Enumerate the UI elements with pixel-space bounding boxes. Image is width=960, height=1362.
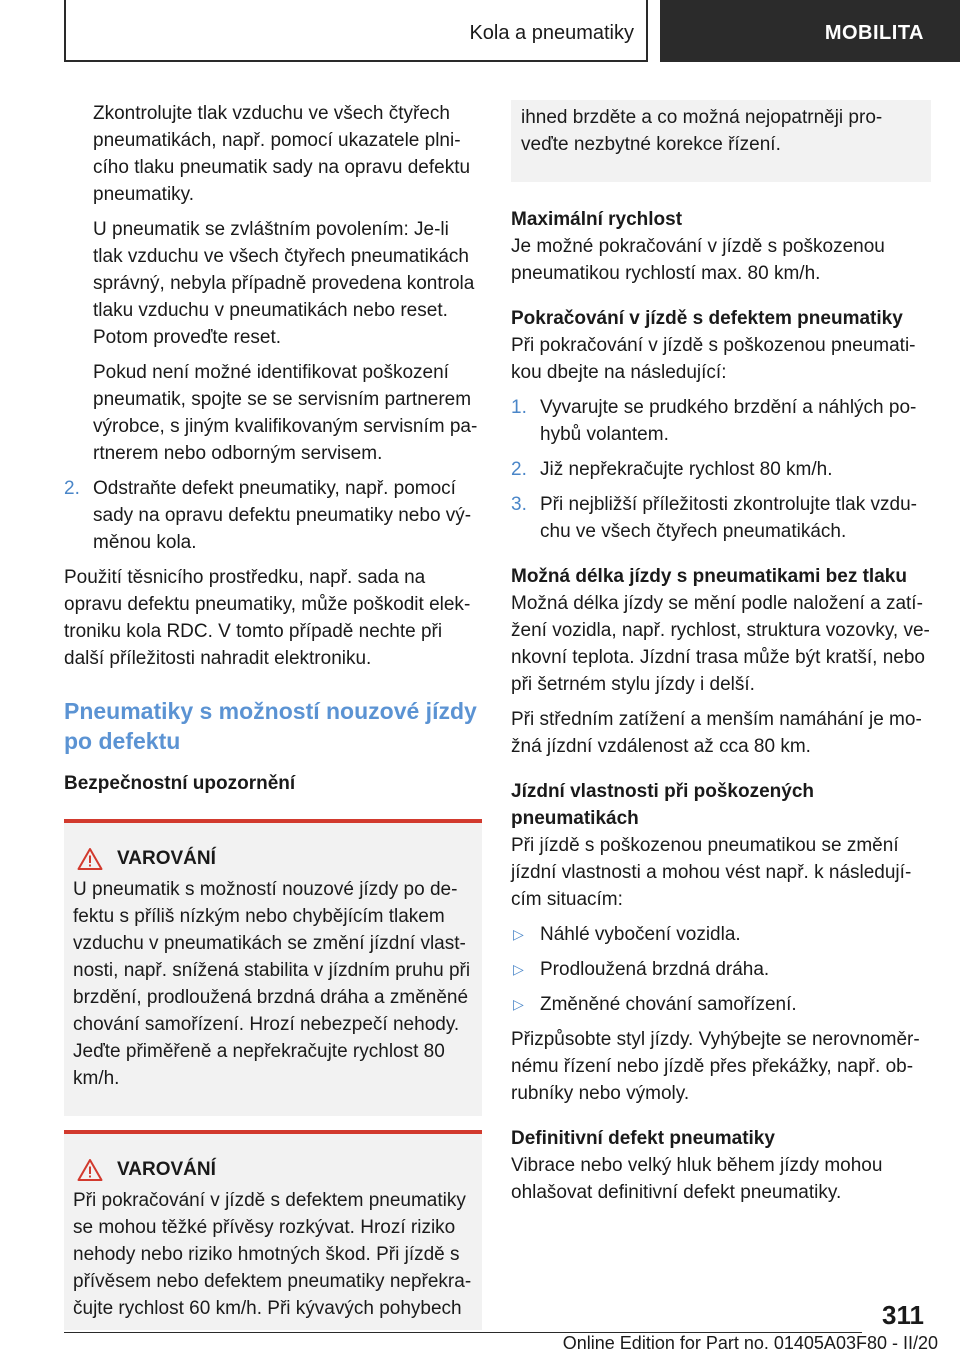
paragraph: Pokud není možné identifikovat poškození pneumatik, spojte se se servisním partnerem výrobce, s jiným kvalifikovaným servisním partnerem nebo odborným servisem. — [93, 362, 478, 464]
numbered-step — [511, 394, 931, 448]
numbered-step — [64, 475, 482, 556]
section-heading: Pneumatiky s možností nouzové jízdy po defektu — [64, 698, 477, 754]
paragraph: Zkontrolujte tlak vzduchu ve všech čtyřech pneumatikách, např. pomocí ukazatele plnicího tlaku pneumatik sady na opravu defektu pneumatiky. — [93, 103, 471, 205]
right-column — [511, 100, 931, 1206]
warning-title-row — [73, 845, 472, 872]
bullet-item — [511, 956, 931, 983]
step-text: Při nejbližší příležitosti zkontrolujte tlak vzduchu ve všech čtyřech pneumatikách. — [540, 494, 917, 542]
subheading: Jízdní vlastnosti při poškozených pneumatikách — [511, 781, 815, 829]
step-number: 3. — [511, 494, 527, 515]
subheading: Možná délka jízdy s pneumatikami bez tlaku — [511, 566, 907, 587]
paragraph: U pneumatik se zvláštním povolením: Je-li tlak vzduchu ve všech čtyřech pneumatikách správný, nebyla případně provedena kontrola tlaku vzduchu v pneumatikách nebo reset. Potom proveďte reset. — [93, 219, 475, 348]
step-number: 2. — [64, 478, 80, 499]
warning-triangle-icon — [77, 847, 103, 871]
paragraph: Při jízdě s poškozenou pneumatikou se změní jízdní vlastnosti a mohou vést např. k následujícím situacím: — [511, 835, 912, 910]
warning-title: VAROVÁNÍ — [117, 848, 216, 869]
page-number: 311 — [882, 1300, 924, 1330]
header-chapter-tab: MOBILITA — [660, 0, 960, 62]
warning-title-row — [73, 1156, 472, 1183]
bullet-text: Změněné chování samořízení. — [540, 994, 797, 1015]
header-frame — [64, 0, 648, 62]
warning-triangle-icon — [77, 1158, 103, 1182]
warning-title: VAROVÁNÍ — [117, 1159, 216, 1180]
paragraph: Při středním zatížení a menším namáhání je možná jízdní vzdálenost až cca 80 km. — [511, 709, 922, 757]
bullet-item — [511, 921, 931, 948]
paragraph: Možná délka jízdy se mění podle naložení a zatížení vozidla, např. rychlost, struktura vozovky, venkovní teplota. Jízdní trasa může být kratší, nebo při šetrném stylu jízdy i delší. — [511, 593, 930, 695]
paragraph: Při pokračování v jízdě s poškozenou pneumatikou dbejte na následující: — [511, 335, 916, 383]
paragraph: Vibrace nebo velký hluk během jízdy mohou ohlašovat definitivní defekt pneumatiky. — [511, 1155, 883, 1203]
warning-text: ihned brzděte a co možná nejopatrněji proveďte nezbytné korekce řízení. — [521, 107, 883, 155]
bullet-item — [511, 991, 931, 1018]
left-column — [64, 100, 482, 1330]
step-text: Odstraňte defekt pneumatiky, např. pomocí sady na opravu defektu pneumatiky nebo výměnou kola. — [93, 478, 472, 553]
bullet-triangle-icon: ▷ — [513, 926, 524, 942]
subheading: Maximální rychlost — [511, 209, 683, 230]
step-number: 1. — [511, 397, 527, 418]
bullet-text: Prodloužená brzdná dráha. — [540, 959, 770, 980]
step-number: 2. — [511, 459, 527, 480]
subheading: Definitivní defekt pneumatiky — [511, 1128, 775, 1149]
bullet-text: Náhlé vybočení vozidla. — [540, 924, 741, 945]
step-text: Již nepřekračujte rychlost 80 km/h. — [540, 459, 833, 480]
header-section-title: Kola a pneumatiky — [469, 22, 634, 44]
paragraph: Přizpůsobte styl jízdy. Vyhýbejte se nerovnoměrnému řízení nebo jízdě přes překážky, např. obrubníky nebo výmoly. — [511, 1029, 920, 1104]
warning-text: Při pokračování v jízdě s defektem pneumatiky se mohou těžké přívěsy rozkývat. Hrozí riziko nehody nebo riziko hmotných škod. Při jízdě s přívěsem nebo defektem pneumatiky nepřekračujte rychlost 60 km/h. Při kývavých pohybech — [73, 1190, 472, 1319]
step-text: Vyvarujte se prudkého brzdění a náhlých pohybů volantem. — [540, 397, 917, 445]
subheading: Bezpečnostní upozornění — [64, 773, 296, 794]
numbered-step — [511, 456, 931, 483]
footer-edition-text: Online Edition for Part no. 01405A03F80 - II/20 — [562, 1333, 938, 1353]
bullet-triangle-icon: ▷ — [513, 996, 524, 1012]
warning-box — [64, 819, 482, 1116]
numbered-step — [511, 491, 931, 545]
subheading: Pokračování v jízdě s defektem pneumatiky — [511, 308, 903, 329]
warning-text: U pneumatik s možností nouzové jízdy po defektu s příliš nízkým nebo chybějícím tlakem vzduchu v pneumatikách se změní jízdní vlastnosti, např. snížená stabilita v jízdním pruhu při brzdění, prodloužená brzdná dráha a změněné chování samořízení. Hrozí nebezpečí nehody. Jeďte přiměřeně a nepřekračujte rychlost 80 km/h. — [73, 879, 471, 1089]
paragraph: Použití těsnicího prostředku, např. sada na opravu defektu pneumatiky, může poškodit elektroniku kola RDC. V tomto případě nechte při další příležitosti nahradit elektroniku. — [64, 567, 471, 669]
paragraph: Je možné pokračování v jízdě s poškozenou pneumatikou rychlostí max. 80 km/h. — [511, 236, 885, 284]
warning-continuation-box — [511, 100, 931, 182]
warning-box — [64, 1130, 482, 1330]
bullet-triangle-icon: ▷ — [513, 961, 524, 977]
